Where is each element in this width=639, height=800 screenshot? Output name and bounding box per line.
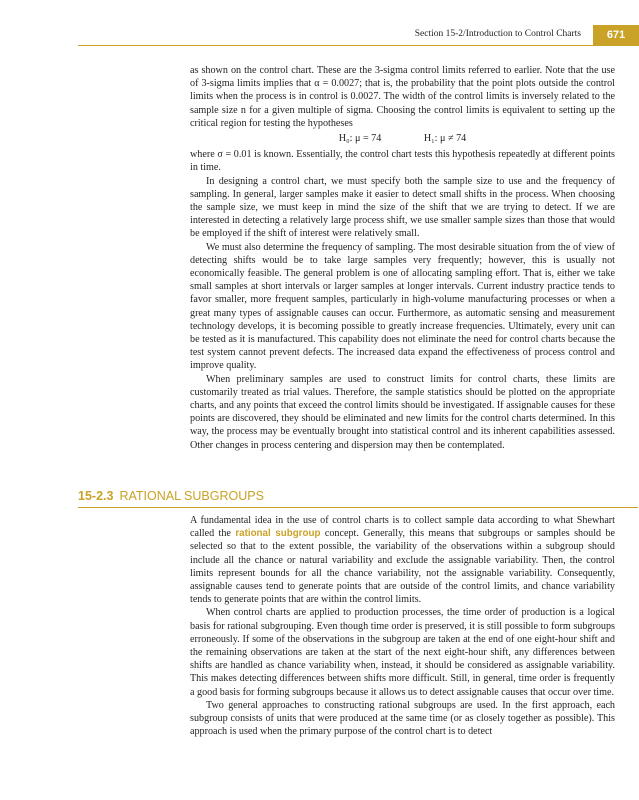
rational-paragraph-1-start: A fundamental idea in the use of control charts is to collect sample data according to what Shewhart called the — [190, 515, 615, 540]
running-head: Section 15-2/Introduction to Control Charts — [414, 29, 581, 39]
alternative-hypothesis: H₁: μ ≠ 74 — [423, 133, 467, 145]
key-term-rational-subgroup: rational subgroup — [235, 528, 321, 540]
rational-paragraph-3: Two general approaches to constructing rational subgroups are used. In the first approach, each subgroup consists of units that were produced at the same time (or as closely together as possible). This approach is used when the primary purpose of the control chart is to detect — [190, 699, 615, 738]
intro-paragraph-4: We must also determine the frequency of sampling. The most desirable situation from the of view of detecting shifts would be to take large samples very frequently; however, this is usually not economically feasible. The general problem is one of allocating sampling effort. That is, either we take small samples at short intervals or larger samples at longer intervals. Current industry practice tends to favor smaller, more frequent samples, particularly in high-volume manufacturing processes or when a great many types of assignable causes can occur. Furthermore, as automatic sensing and measurement technology develops, it is becoming possible to greatly increase frequencies. Ultimately, every unit can be tested as it is manufactured. This capability does not eliminate the need for control charts because the test system cannot prevent defects. The increased data expand the effectiveness of process control and improve quality. — [190, 241, 615, 372]
section-number: 15-2.3 — [78, 489, 114, 503]
intro-paragraph-1: as shown on the control chart. These are the 3-sigma control limits referred to earlier. Note that the use of 3-sigma limits implies that α = 0.0027; that is, the probability that the point plots outside the control limits when the process is in control is 0.0027. The width of the control limits is inversely related to the sample size n for a given multiple of sigma. Choosing the control limits is equivalent to setting up the critical region for testing the hypotheses — [190, 65, 615, 129]
rational-paragraph-1-end: concept. Generally, this means that subgroups or samples should be selected so that to the extent possible, the variability of the observations within a subgroup should include all the chance or natural variability and exclude the assignable variability. Then, the control limits represent bounds for all the chance variability, not the assignable variability. Consequently, assignable causes tend to generate points that are outside of the control limits, and chance variability tends to generate points that are within the control limits. — [190, 528, 616, 606]
section-title: RATIONAL SUBGROUPS — [119, 489, 264, 503]
hypotheses-line — [190, 132, 615, 145]
page-number-badge: 671 — [593, 25, 639, 45]
rational-paragraph-2: When control charts are applied to production processes, the time order of production is a logical basis for rational subgrouping. Even though time order is preserved, it is still possible to form subgroups erroneously. If some of the observations in the subgroup are taken at the end of one eight-hour shift and the remaining observations are taken at the start of the next eight-hour shift, any differences between shifts are handled as chance variability when, instead, it should be considered as assignable variability. This makes detecting differences between shifts more difficult. Still, in general, time order is frequently a good basis for forming subgroups because it allows us to detect assignable causes that occur over time. — [190, 607, 615, 698]
intro-paragraph-2: where σ = 0.01 is known. Essentially, the control chart tests this hypothesis repeatedly at different points in time. — [190, 149, 615, 174]
page-header — [0, 25, 639, 45]
intro-paragraph-5: When preliminary samples are used to construct limits for control charts, these limits are customarily treated as trial values. Therefore, the sample statistics should be plotted on the appropriate charts, and any points that exceed the control limits should be investigated. If assignable causes for these points are discovered, they should be eliminated and new limits for the control charts determined. In this way, the process may be eventually brought into statistical control and its inherent capabilities assessed. Other changes in process centering and dispersion may then be contemplated. — [190, 373, 615, 451]
header-rule — [78, 45, 639, 46]
section-heading — [78, 489, 638, 508]
intro-text-block — [190, 64, 615, 452]
null-hypothesis: H₀: μ = 74 — [338, 133, 382, 145]
intro-paragraph-3: In designing a control chart, we must specify both the sample size to use and the frequency of sampling. In general, larger samples make it easier to detect small shifts in the process. When choosing the sample size, we must keep in mind the size of the shift that we are trying to detect. If we are interested in detecting a relatively large process shift, we use smaller sample sizes than those that would be employed if the shift of interest were relatively small. — [190, 175, 615, 240]
rational-paragraph-1 — [190, 514, 615, 606]
rational-subgroups-text-block — [190, 514, 615, 738]
